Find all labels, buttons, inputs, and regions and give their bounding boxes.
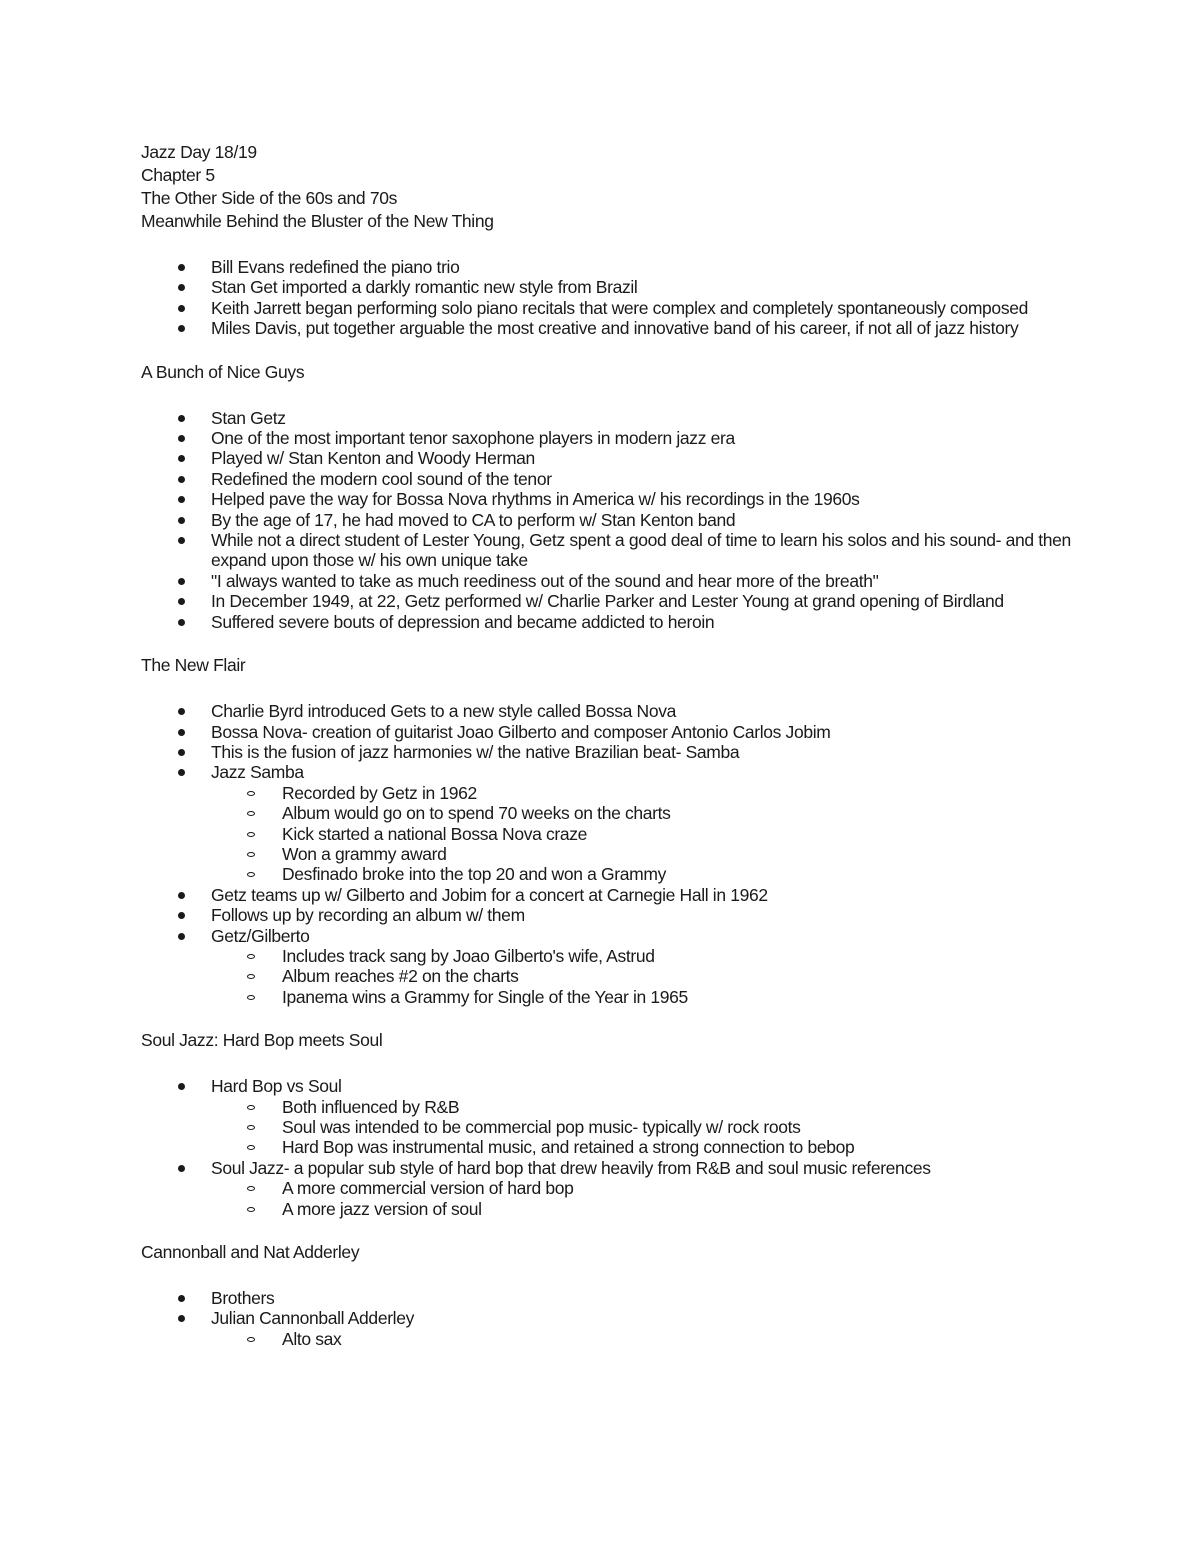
bullet-dot-icon [178, 1165, 185, 1172]
list-item-text: Helped pave the way for Bossa Nova rhythms in America w/ his recordings in the 1960s [211, 489, 860, 510]
list-item [141, 701, 1071, 721]
sub-list-item-text: Hard Bop was instrumental music, and retained a strong connection to bebop [282, 1137, 855, 1158]
list-item [141, 277, 1071, 297]
bullet-list [141, 701, 1071, 1007]
bullet-circle-icon [247, 954, 255, 959]
sub-list-item [211, 864, 1071, 884]
list-item-text: Keith Jarrett began performing solo piano recitals that were complex and completely spontaneously composed [211, 297, 1028, 318]
sub-bullet-list [211, 783, 1071, 885]
sub-bullet-list [211, 946, 1071, 1007]
document-title: Jazz Day 18/19 [141, 142, 257, 162]
bullet-dot-icon [178, 598, 185, 605]
bullet-dot-icon [178, 708, 185, 715]
bullet-list [141, 408, 1071, 632]
list-item [141, 1076, 1071, 1158]
sub-list-item [211, 987, 1071, 1007]
bullet-circle-icon [247, 1105, 255, 1110]
sub-list-item-text: Recorded by Getz in 1962 [282, 782, 477, 803]
list-item [141, 1158, 1071, 1219]
list-item [141, 510, 1071, 530]
list-item [141, 742, 1071, 762]
chapter-label: Chapter 5 [141, 165, 215, 185]
sub-list-item [211, 783, 1071, 803]
bullet-dot-icon [178, 1315, 185, 1322]
list-item-text: Julian Cannonball Adderley [211, 1308, 414, 1329]
bullet-circle-icon [247, 974, 255, 979]
list-item-text: Getz teams up w/ Gilberto and Jobim for a concert at Carnegie Hall in 1962 [211, 884, 768, 905]
bullet-dot-icon [178, 476, 185, 483]
bullet-dot-icon [178, 305, 185, 312]
list-item [141, 469, 1071, 489]
bullet-circle-icon [247, 995, 255, 1000]
sub-bullet-list [211, 1329, 1071, 1349]
list-item [141, 298, 1071, 318]
list-item-text: Hard Bop vs Soul [211, 1076, 342, 1097]
bullet-circle-icon [247, 1337, 255, 1342]
sub-list-item-text: Kick started a national Bossa Nova craze [282, 823, 588, 844]
bullet-dot-icon [178, 749, 185, 756]
list-item-text: In December 1949, at 22, Getz performed w/ Charlie Parker and Lester Young at grand opening of Birdland [211, 591, 1004, 612]
bullet-dot-icon [178, 435, 185, 442]
list-item [141, 926, 1071, 1008]
sub-list-item [211, 1178, 1071, 1198]
list-item [141, 591, 1071, 611]
sub-bullet-list [211, 1097, 1071, 1158]
list-item-text: Stan Getz [211, 407, 286, 428]
bullet-dot-icon [178, 912, 185, 919]
list-item [141, 428, 1071, 448]
document-body [141, 141, 1071, 1349]
list-item-text: Jazz Samba [211, 762, 304, 783]
bullet-dot-icon [178, 729, 185, 736]
list-item [141, 1308, 1071, 1349]
notes-sections [141, 257, 1071, 1349]
bullet-circle-icon [247, 811, 255, 816]
sub-list-item [211, 1117, 1071, 1137]
list-item [141, 571, 1071, 591]
bullet-dot-icon [178, 264, 185, 271]
list-item-text: Played w/ Stan Kenton and Woody Herman [211, 448, 535, 469]
bullet-dot-icon [178, 578, 185, 585]
bullet-circle-icon [247, 832, 255, 837]
sub-list-item [211, 844, 1071, 864]
bullet-dot-icon [178, 284, 185, 291]
list-item-text: By the age of 17, he had moved to CA to perform w/ Stan Kenton band [211, 509, 736, 530]
sub-list-item [211, 1097, 1071, 1117]
list-item [141, 762, 1071, 884]
list-item-text: Soul Jazz- a popular sub style of hard bop that drew heavily from R&B and soul music references [211, 1157, 931, 1178]
list-item-text: One of the most important tenor saxophone players in modern jazz era [211, 428, 735, 449]
sub-list-item [211, 803, 1071, 823]
section-heading: The New Flair [141, 655, 246, 676]
list-item-text: While not a direct student of Lester Young, Getz spent a good deal of time to learn his solos and his sound- and then expand upon those w/ his own unique take [211, 530, 1071, 571]
sub-list-item [211, 824, 1071, 844]
list-item-text: Getz/Gilberto [211, 925, 310, 946]
sub-list-item-text: A more commercial version of hard bop [282, 1178, 574, 1199]
list-item [141, 530, 1071, 571]
bullet-list [141, 1076, 1071, 1219]
list-item [141, 1288, 1071, 1308]
sub-bullet-list [211, 1178, 1071, 1219]
list-item [141, 722, 1071, 742]
list-item [141, 489, 1071, 509]
bullet-dot-icon [178, 769, 185, 776]
bullet-dot-icon [178, 933, 185, 940]
sub-list-item-text: Soul was intended to be commercial pop music- typically w/ rock roots [282, 1117, 801, 1137]
bullet-circle-icon [247, 1186, 255, 1191]
list-item-text: Charlie Byrd introduced Gets to a new style called Bossa Nova [211, 701, 677, 722]
bullet-dot-icon [178, 455, 185, 462]
bullet-circle-icon [247, 872, 255, 877]
sub-list-item-text: Desfinado broke into the top 20 and won a Grammy [282, 864, 666, 885]
list-item-text: Brothers [211, 1288, 275, 1309]
sub-list-item-text: Album would go on to spend 70 weeks on the charts [282, 803, 671, 824]
bullet-circle-icon [247, 791, 255, 796]
bullet-list [141, 257, 1071, 339]
list-item-text: "I always wanted to take as much reediness out of the sound and hear more of the breath" [211, 570, 879, 591]
bullet-dot-icon [178, 517, 185, 524]
sub-list-item [211, 966, 1071, 986]
sub-list-item [211, 1137, 1071, 1157]
list-item-text: Bossa Nova- creation of guitarist Joao Gilberto and composer Antonio Carlos Jobim [211, 721, 831, 742]
sub-list-item-text: Ipanema wins a Grammy for Single of the Year in 1965 [282, 986, 688, 1007]
bullet-list [141, 1288, 1071, 1349]
bullet-circle-icon [247, 852, 255, 857]
list-item-text: Follows up by recording an album w/ them [211, 905, 525, 926]
list-item-text: Miles Davis, put together arguable the most creative and innovative band of his career, if not all of jazz history [211, 318, 1019, 339]
list-item [141, 448, 1071, 468]
list-item-text: Stan Get imported a darkly romantic new style from Brazil [211, 277, 638, 298]
section-heading: Meanwhile Behind the Bluster of the New Thing [141, 211, 494, 231]
chapter-title: The Other Side of the 60s and 70s [141, 188, 397, 208]
sub-list-item [211, 946, 1071, 966]
bullet-dot-icon [178, 892, 185, 899]
sub-list-item-text: Album reaches #2 on the charts [282, 966, 519, 987]
list-item [141, 257, 1071, 277]
sub-list-item [211, 1199, 1071, 1219]
bullet-dot-icon [178, 325, 185, 332]
list-item-text: Bill Evans redefined the piano trio [211, 257, 460, 277]
bullet-circle-icon [247, 1125, 255, 1130]
list-item [141, 885, 1071, 905]
section-heading: Soul Jazz: Hard Bop meets Soul [141, 1030, 383, 1051]
bullet-circle-icon [247, 1207, 255, 1212]
bullet-dot-icon [178, 1083, 185, 1090]
list-item-text: Redefined the modern cool sound of the tenor [211, 468, 552, 489]
sub-list-item-text: Alto sax [282, 1328, 342, 1349]
list-item [141, 905, 1071, 925]
section-heading: A Bunch of Nice Guys [141, 361, 305, 382]
list-item [141, 318, 1071, 338]
bullet-dot-icon [178, 496, 185, 503]
list-item-text: Suffered severe bouts of depression and became addicted to heroin [211, 611, 715, 632]
sub-list-item-text: Both influenced by R&B [282, 1096, 460, 1117]
bullet-circle-icon [247, 1145, 255, 1150]
sub-list-item-text: Includes track sang by Joao Gilberto's wife, Astrud [282, 945, 655, 966]
sub-list-item-text: A more jazz version of soul [282, 1198, 482, 1219]
list-item-text: This is the fusion of jazz harmonies w/ the native Brazilian beat- Samba [211, 741, 740, 762]
bullet-dot-icon [178, 415, 185, 422]
section-heading: Cannonball and Nat Adderley [141, 1242, 360, 1263]
list-item [141, 408, 1071, 428]
bullet-dot-icon [178, 619, 185, 626]
bullet-dot-icon [178, 537, 185, 544]
sub-list-item-text: Won a grammy award [282, 843, 447, 864]
sub-list-item [211, 1329, 1071, 1349]
bullet-dot-icon [178, 1295, 185, 1302]
list-item [141, 612, 1071, 632]
